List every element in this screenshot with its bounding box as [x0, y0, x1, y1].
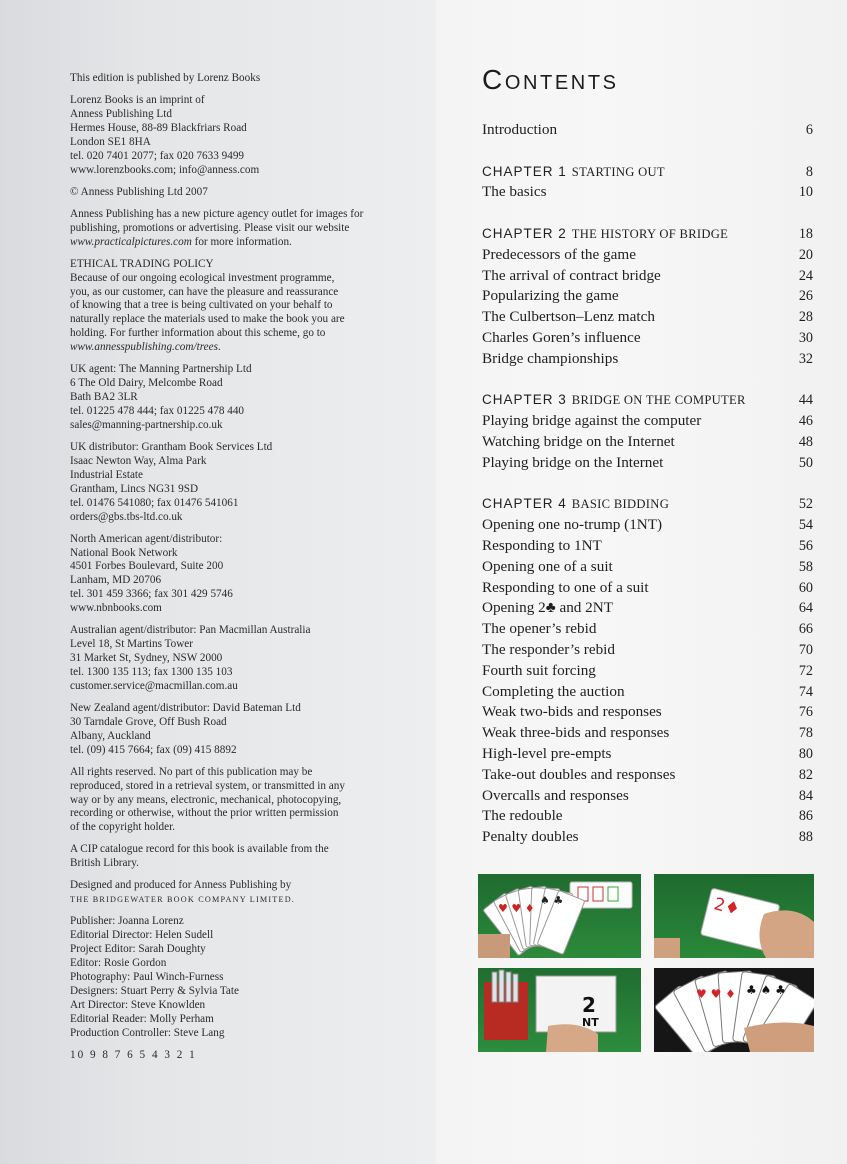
colophon-line: Isaac Newton Way, Alma Park	[70, 454, 207, 467]
colophon-line: Editor: Rosie Gordon	[70, 957, 167, 970]
colophon-line: tel. 301 459 3366; fax 301 429 5746	[70, 588, 233, 601]
colophon-designer-company: THE BRIDGEWATER BOOK COMPANY LIMITED.	[70, 895, 296, 905]
page-number: 66	[798, 621, 813, 638]
photo-single-card-in-hand	[654, 874, 814, 958]
entry-title: Opening one no-trump (1NT)	[482, 516, 663, 534]
colophon-line: UK agent: The Manning Partnership Ltd	[70, 363, 252, 376]
page-number: 20	[798, 246, 813, 263]
toc-entry-row	[482, 703, 813, 724]
page-number: 44	[798, 392, 813, 409]
toc-entry-row	[482, 329, 813, 350]
colophon-text	[70, 72, 420, 1071]
entry-title: Responding to 1NT	[482, 536, 602, 554]
photo-bidding-box	[478, 968, 641, 1052]
colophon-block	[70, 766, 420, 836]
colophon-line: ETHICAL TRADING POLICY	[70, 257, 214, 270]
page-number: 56	[798, 537, 813, 554]
colophon-line: Production Controller: Steve Lang	[70, 1026, 225, 1039]
colophon-line: 31 Market St, Sydney, NSW 2000	[70, 652, 223, 665]
entry-title: Completing the auction	[482, 682, 625, 700]
colophon-line: Because of our ongoing ecological investment programme,	[70, 271, 335, 284]
toc-entry-row	[482, 516, 813, 537]
page-number: 64	[798, 600, 813, 617]
toc-entry-row	[482, 662, 813, 683]
colophon-block	[70, 186, 420, 200]
toc-entry-row	[482, 683, 813, 704]
page-number: 28	[798, 309, 813, 326]
colophon-line: reproduced, stored in a retrieval system, or transmitted in any	[70, 779, 345, 792]
colophon-block	[70, 879, 420, 907]
toc-entry-row	[482, 454, 813, 475]
colophon-line: Hermes House, 88-89 Blackfriars Road	[70, 121, 247, 134]
colophon-line: London SE1 8HA	[70, 135, 151, 148]
page-number: 76	[798, 704, 813, 721]
colophon-line: of knowing that a tree is being cultivated on your behalf to	[70, 299, 333, 312]
print-number-line: 10 9 8 7 6 5 4 3 2 1	[70, 1048, 197, 1061]
entry-title: Opening 2♣ and 2NT	[482, 599, 614, 617]
entry-title: The arrival of contract bridge	[482, 266, 661, 284]
colophon-line: Bath BA2 3LR	[70, 391, 138, 404]
entry-title: The redouble	[482, 807, 563, 825]
colophon-line: of the copyright holder.	[70, 821, 176, 834]
toc-entry-row	[482, 121, 813, 142]
photo-hand-of-cards-on-felt	[478, 874, 641, 958]
entry-title: The opener’s rebid	[482, 620, 597, 638]
colophon-line: Albany, Auckland	[70, 729, 151, 742]
colophon-line: 30 Tarndale Grove, Off Bush Road	[70, 715, 227, 728]
colophon-line: naturally replace the materials used to make the book you are	[70, 313, 345, 326]
entry-title: Overcalls and responses	[482, 786, 629, 804]
page-number: 24	[798, 267, 813, 284]
chapter-title: THE HISTORY OF BRIDGE	[571, 226, 729, 241]
toc-entry-row	[482, 246, 813, 267]
colophon-line: Lorenz Books is an imprint of	[70, 94, 205, 107]
colophon-line: A CIP catalogue record for this book is available from the	[70, 843, 329, 856]
page-number: 82	[798, 766, 813, 783]
colophon-line: www.nbnbooks.com	[70, 602, 162, 615]
colophon-line: customer.service@macmillan.com.au	[70, 679, 238, 692]
colophon-line: way or by any means, electronic, mechanical, photocopying,	[70, 793, 342, 806]
page-number: 58	[798, 558, 813, 575]
colophon-line	[70, 236, 420, 250]
colophon-line: Lanham, MD 20706	[70, 574, 162, 587]
toc-entry-row	[482, 433, 813, 454]
toc-entry-row	[482, 724, 813, 745]
entry-title: Opening one of a suit	[482, 557, 613, 575]
colophon-block	[70, 94, 420, 177]
page-number: 60	[798, 579, 813, 596]
page-number: 54	[798, 517, 813, 534]
colophon-line: British Library.	[70, 857, 139, 870]
colophon-line: Level 18, St Martins Tower	[70, 638, 193, 651]
svg-text:♠ ♣: ♠ ♣	[540, 894, 564, 907]
page-number: 78	[798, 725, 813, 742]
colophon-block	[70, 702, 420, 758]
entry-title: The basics	[482, 183, 547, 201]
page-number: 10	[798, 184, 813, 201]
entry-title: Popularizing the game	[482, 287, 619, 305]
svg-text:♥ ♥ ♦: ♥ ♥ ♦	[696, 987, 736, 1001]
colophon-line: recording or otherwise, without the prior written permission	[70, 807, 339, 820]
colophon-block	[70, 843, 420, 871]
toc-entry-row	[482, 183, 813, 204]
page-number: 74	[798, 683, 813, 700]
colophon-line: sales@manning-partnership.co.uk	[70, 418, 223, 431]
toc-entry-row	[482, 350, 813, 371]
colophon-line: Industrial Estate	[70, 468, 144, 481]
table-of-contents	[482, 121, 813, 849]
colophon-line-rest: .	[217, 341, 221, 354]
colophon-line	[70, 341, 420, 355]
colophon-line: Grantham, Lincs NG31 9SD	[70, 482, 199, 495]
chapter-title: BRIDGE ON THE COMPUTER	[571, 393, 746, 408]
colophon-line: Editorial Reader: Molly Perham	[70, 1012, 214, 1025]
entry-title: Weak three-bids and responses	[482, 724, 670, 742]
colophon-line: Editorial Director: Helen Sudell	[70, 929, 214, 942]
colophon-block	[70, 258, 420, 355]
colophon-line: tel. 1300 135 113; fax 1300 135 103	[70, 665, 233, 678]
entry-title: Bridge championships	[482, 349, 619, 367]
toc-entry-row	[482, 287, 813, 308]
bid-card-sub: NT	[582, 1016, 599, 1029]
toc-entry-row	[482, 267, 813, 288]
entry-title: The responder’s rebid	[482, 640, 615, 658]
colophon-line: © Anness Publishing Ltd 2007	[70, 185, 208, 198]
chapter-heading	[482, 495, 669, 513]
svg-text:♣ ♠ ♣: ♣ ♠ ♣	[746, 983, 786, 997]
page-number: 84	[798, 787, 813, 804]
colophon-url: www.practicalpictures.com	[70, 235, 192, 248]
toc-entry-row	[482, 620, 813, 641]
entry-title: Take-out doubles and responses	[482, 765, 676, 783]
chapter-heading	[482, 391, 746, 409]
colophon-line: National Book Network	[70, 546, 178, 559]
colophon-block	[70, 915, 420, 1040]
colophon-line-rest: for more information.	[191, 235, 292, 248]
toc-entry-row	[482, 579, 813, 600]
entry-title: Watching bridge on the Internet	[482, 432, 675, 450]
toc-entry-row	[482, 537, 813, 558]
colophon-line: Anness Publishing has a new picture agency outlet for images for	[70, 207, 364, 220]
colophon-block	[70, 72, 420, 86]
page-number: 32	[798, 350, 813, 367]
colophon-line: tel. 01225 478 444; fax 01225 478 440	[70, 404, 245, 417]
toc-chapter-row	[482, 225, 813, 246]
colophon-line: New Zealand agent/distributor: David Bateman Ltd	[70, 701, 301, 714]
toc-entry-row	[482, 308, 813, 329]
colophon-line: Australian agent/distributor: Pan Macmillan Australia	[70, 624, 311, 637]
chapter-heading	[482, 225, 728, 243]
page-number: 6	[805, 122, 813, 138]
page-number: 88	[798, 829, 813, 846]
colophon-line: you, as our customer, can have the pleasure and reassurance	[70, 285, 339, 298]
chapter-number: CHAPTER 1	[482, 163, 567, 179]
colophon-line: Photography: Paul Winch-Furness	[70, 971, 224, 984]
page-number: 30	[798, 329, 813, 346]
colophon-line: tel. 01476 541080; fax 01476 541061	[70, 496, 239, 509]
page-number: 50	[798, 454, 813, 471]
entry-title: The Culbertson–Lenz match	[482, 308, 655, 326]
colophon-line: Designed and produced for Anness Publishing by	[70, 879, 292, 892]
page-number: 80	[798, 745, 813, 762]
colophon-line: orders@gbs.tbs-ltd.co.uk	[70, 510, 183, 523]
chapter-title: BASIC BIDDING	[571, 497, 670, 512]
page-number: 86	[798, 808, 813, 825]
colophon-line: This edition is published by Lorenz Books	[70, 72, 261, 84]
page-number: 70	[798, 641, 813, 658]
page-number: 46	[798, 413, 813, 430]
toc-chapter-row	[482, 163, 813, 184]
colophon-line: UK distributor: Grantham Book Services Ltd	[70, 440, 273, 453]
page-number: 18	[798, 225, 813, 242]
colophon-line: North American agent/distributor:	[70, 532, 223, 545]
entry-title: Introduction	[482, 121, 558, 138]
entry-title: Weak two-bids and responses	[482, 703, 662, 721]
entry-title: High-level pre-empts	[482, 744, 612, 762]
toc-entry-row	[482, 807, 813, 828]
chapter-number: CHAPTER 2	[482, 225, 567, 241]
colophon-block	[70, 533, 420, 616]
colophon-block	[70, 208, 420, 250]
colophon-block	[70, 441, 420, 524]
toc-entry-row	[482, 766, 813, 787]
colophon-block	[70, 624, 420, 694]
chapter-heading	[482, 163, 665, 181]
entry-title: Responding to one of a suit	[482, 578, 649, 596]
page-number: 72	[798, 662, 813, 679]
chapter-number: CHAPTER 4	[482, 496, 567, 512]
toc-chapter-row	[482, 495, 813, 516]
colophon-line: All rights reserved. No part of this publication may be	[70, 765, 313, 778]
entry-title: Fourth suit forcing	[482, 661, 596, 679]
colophon-line: publishing, promotions or advertising. Please visit our website	[70, 221, 350, 234]
card-face-text: 2♦	[711, 894, 742, 921]
colophon-block	[70, 1049, 420, 1063]
toc-entry-row	[482, 412, 813, 433]
colophon-line: www.lorenzbooks.com; info@anness.com	[70, 163, 260, 176]
toc-entry-row	[482, 599, 813, 620]
page-number: 48	[798, 433, 813, 450]
colophon-line: Publisher: Joanna Lorenz	[70, 915, 184, 928]
svg-text:♥ ♥ ♦: ♥ ♥ ♦	[498, 902, 535, 915]
toc-chapter-row	[482, 391, 813, 412]
colophon-line: Project Editor: Sarah Doughty	[70, 943, 206, 956]
entry-title: Charles Goren’s influence	[482, 328, 641, 346]
page-number: 26	[798, 288, 813, 305]
entry-title: Predecessors of the game	[482, 245, 636, 263]
toc-entry-row	[482, 787, 813, 808]
entry-title: Playing bridge on the Internet	[482, 453, 664, 471]
toc-entry-row	[482, 641, 813, 662]
photo-cards-fan-illustration	[478, 874, 641, 958]
colophon-line: 4501 Forbes Boulevard, Suite 200	[70, 560, 224, 573]
chapter-number: CHAPTER 3	[482, 392, 567, 408]
colophon-line: tel. 020 7401 2077; fax 020 7633 9499	[70, 149, 245, 162]
chapter-title: STARTING OUT	[571, 164, 665, 179]
colophon-line: holding. For further information about this scheme, go to	[70, 327, 326, 340]
bid-card-text: 2	[582, 993, 596, 1017]
entry-title: Playing bridge against the computer	[482, 412, 702, 430]
toc-entry-row	[482, 828, 813, 849]
colophon-line: tel. (09) 415 7664; fax (09) 415 8892	[70, 743, 237, 756]
page-number: 52	[798, 496, 813, 513]
toc-entry-row	[482, 745, 813, 766]
colophon-line: 6 The Old Dairy, Melcombe Road	[70, 377, 223, 390]
entry-title: Penalty doubles	[482, 828, 579, 846]
toc-entry-row	[482, 558, 813, 579]
contents-title: Contents	[482, 64, 619, 95]
colophon-line: Art Director: Steve Knowlden	[70, 998, 206, 1011]
colophon-url: www.annesspublishing.com/trees	[70, 341, 218, 354]
page-number: 8	[805, 163, 813, 180]
photo-fanned-cards-dark	[654, 968, 814, 1052]
colophon-block	[70, 363, 420, 433]
colophon-line: Anness Publishing Ltd	[70, 108, 172, 120]
colophon-line: Designers: Stuart Perry & Sylvia Tate	[70, 985, 239, 997]
